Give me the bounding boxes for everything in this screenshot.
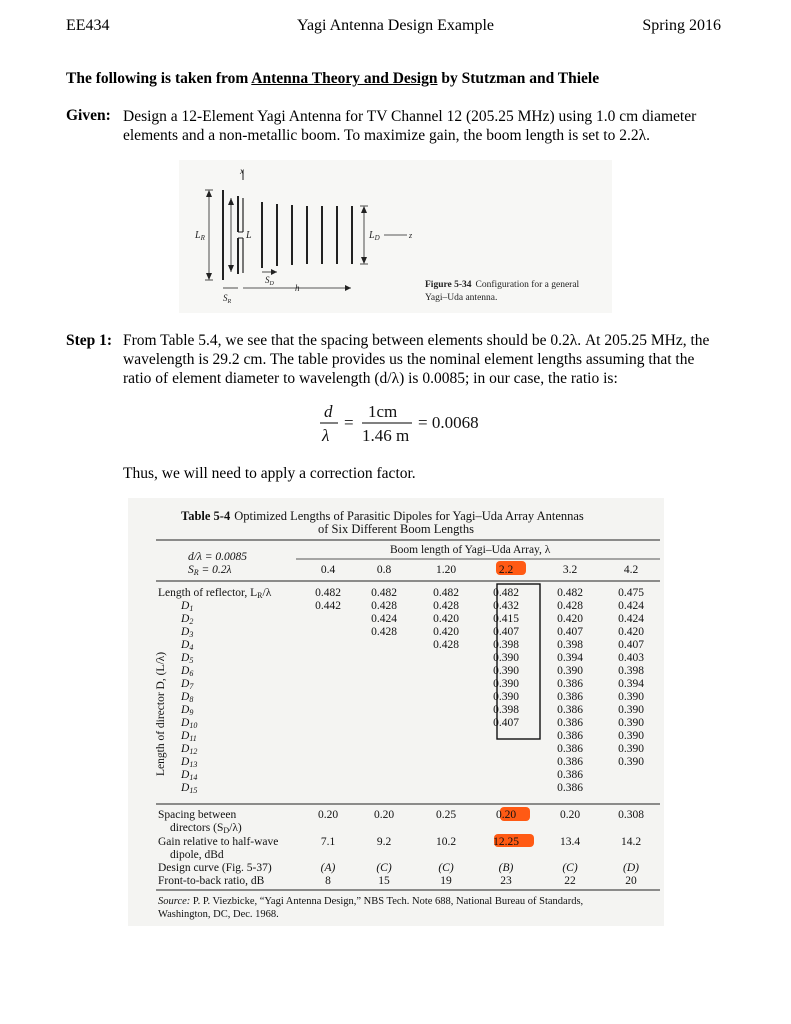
cell-c5-r5: 0.403 <box>618 652 644 664</box>
director-label-9: D9 <box>181 704 194 717</box>
boom-length-5: 4.2 <box>623 564 639 576</box>
table-source-line1: Source: P. P. Viezbicke, “Yagi Antenna Design,” NBS Tech. Note 688, National Bureau of Standards, <box>158 896 584 907</box>
cell-c3-r0: 0.482 <box>493 587 519 599</box>
cell-c5-r0: 0.475 <box>618 587 644 599</box>
cell-c4-r4: 0.398 <box>557 639 583 651</box>
intro-book-title: Antenna Theory and Design <box>251 70 438 87</box>
design-curve-1: (C) <box>376 862 392 874</box>
spacing-2: 0.25 <box>435 809 457 821</box>
cell-c5-r4: 0.407 <box>618 639 644 651</box>
given-label: Given: <box>66 107 111 124</box>
eq-equals: = <box>344 413 354 432</box>
cell-c5-r13: 0.390 <box>618 756 644 768</box>
cell-c3-r10: 0.407 <box>493 717 519 729</box>
boom-length-row <box>321 564 639 576</box>
cell-c4-r2: 0.420 <box>557 613 583 625</box>
header-title: Yagi Antenna Design Example <box>296 17 494 34</box>
summary-rows <box>318 809 644 887</box>
cell-c1-r3: 0.428 <box>371 626 397 638</box>
table-5-4 <box>128 498 664 926</box>
yagi-configuration-figure <box>179 160 612 313</box>
cell-c3-r1: 0.432 <box>493 600 519 612</box>
cell-c5-r1: 0.424 <box>618 600 644 612</box>
cell-c5-r12: 0.390 <box>618 743 644 755</box>
cell-c1-r0: 0.482 <box>371 587 397 599</box>
director-label-12: D12 <box>181 743 198 756</box>
figure-caption-line1: Figure 5-34 Configuration for a general <box>425 280 580 290</box>
step1-line3: ratio of element diameter to wavelength (d/λ) is 0.0085; in our case, the ratio is: <box>123 370 618 387</box>
table-source-line2: Washington, DC, Dec. 1968. <box>158 909 279 920</box>
gain-0: 7.1 <box>320 836 336 848</box>
table-cells <box>315 587 644 794</box>
eq-result: = 0.0068 <box>418 413 479 432</box>
spacing-4: 0.20 <box>559 809 581 821</box>
eq-numerator-1cm: 1cm <box>368 402 398 421</box>
gain-label-line1: Gain relative to half-wave <box>158 836 279 848</box>
cell-c4-r14: 0.386 <box>557 769 583 781</box>
director-label-14: D14 <box>181 769 198 782</box>
director-label-1: D1 <box>181 600 194 613</box>
design-curve-4: (C) <box>562 862 578 874</box>
eq-denominator-146m: 1.46 m <box>362 426 410 445</box>
cell-c3-r8: 0.390 <box>493 691 519 703</box>
eq-denominator-lambda: λ <box>322 426 330 445</box>
spacing-label-line2: directors (SD/λ) <box>170 822 242 835</box>
axis-x-label: x <box>240 166 244 176</box>
cell-c3-r2: 0.415 <box>493 613 519 625</box>
director-label-7: D7 <box>181 678 194 691</box>
cell-c1-r2: 0.424 <box>371 613 397 625</box>
axis-z-label: z <box>409 231 413 240</box>
boom-length-2: 1.20 <box>435 564 457 576</box>
boom-length-4: 3.2 <box>562 564 578 576</box>
cell-c2-r4: 0.428 <box>433 639 459 651</box>
boom-length-3: 2.2 <box>498 564 514 576</box>
cell-c3-r3: 0.407 <box>493 626 519 638</box>
label-l: L <box>246 230 252 241</box>
gain-label-line2: dipole, dBd <box>170 849 224 861</box>
cell-c4-r13: 0.386 <box>557 756 583 768</box>
boom-length-0: 0.4 <box>320 564 336 576</box>
director-label-11: D11 <box>181 730 197 743</box>
cell-c4-r6: 0.390 <box>557 665 583 677</box>
front-to-back-0: 8 <box>325 875 331 887</box>
director-labels <box>180 600 197 795</box>
step1-label: Step 1: <box>66 332 113 349</box>
yagi-diagram <box>179 160 612 313</box>
header-course: EE434 <box>66 17 110 34</box>
cell-c3-r6: 0.390 <box>493 665 519 677</box>
label-lr: $L_R$ <box>195 230 205 242</box>
front-to-back-4: 22 <box>564 875 576 887</box>
cell-c4-r12: 0.386 <box>557 743 583 755</box>
table-title-line1: Table 5-4 Optimized Lengths of Parasitic Dipoles for Yagi–Uda Array Antennas <box>181 509 584 523</box>
front-to-back-1: 15 <box>378 875 390 887</box>
gain-1: 9.2 <box>376 836 392 848</box>
table-boom-header: Boom length of Yagi–Uda Array, λ <box>390 544 551 556</box>
design-curve-0: (A) <box>320 862 336 874</box>
label-sr: $S_R$ <box>223 293 232 305</box>
step1-line2: wavelength is 29.2 cm. The table provides us the nominal element lengths assuming that the <box>123 351 695 368</box>
given-text: Design a 12-Element Yagi Antenna for TV Channel 12 (205.25 MHz) using 1.0 cm diameter elements and a non-metallic boom. To maximize gain, the boom length is set to 2.2λ. <box>123 108 697 144</box>
cell-c3-r9: 0.398 <box>493 704 519 716</box>
design-curve-5: (D) <box>623 862 639 874</box>
intro-suffix: by Stutzman and Thiele <box>437 70 600 87</box>
cell-c5-r7: 0.394 <box>618 678 644 690</box>
cell-c5-r9: 0.390 <box>618 704 644 716</box>
thus-text: Thus, we will need to apply a correction factor. <box>123 465 416 482</box>
ratio-equation <box>318 397 538 447</box>
cell-c5-r3: 0.420 <box>618 626 644 638</box>
cell-c2-r0: 0.482 <box>433 587 459 599</box>
cell-c4-r9: 0.386 <box>557 704 583 716</box>
reflector-row-label: Length of reflector, LR/λ <box>158 587 272 600</box>
director-label-13: D13 <box>181 756 198 769</box>
table-5-4-graphic <box>128 498 664 926</box>
intro-prefix: The following is taken from <box>66 70 252 87</box>
spacing-5: 0.308 <box>618 809 644 821</box>
front-to-back-label: Front-to-back ratio, dB <box>158 875 265 887</box>
design-curve-label: Design curve (Fig. 5-37) <box>158 862 272 874</box>
gain-4: 13.4 <box>559 836 581 848</box>
label-sd: $S_D$ <box>265 275 274 287</box>
intro-line <box>66 70 599 88</box>
spacing-label-line1: Spacing between <box>158 809 237 821</box>
cell-c3-r5: 0.390 <box>493 652 519 664</box>
director-label-6: D6 <box>181 665 194 678</box>
spacing-3: 0.20 <box>495 809 517 821</box>
cell-c4-r1: 0.428 <box>557 600 583 612</box>
director-side-label: Length of director D, (L/λ) <box>155 651 167 776</box>
cell-c5-r2: 0.424 <box>618 613 644 625</box>
cell-c2-r1: 0.428 <box>433 600 459 612</box>
front-to-back-2: 19 <box>440 875 452 887</box>
cell-c4-r5: 0.394 <box>557 652 583 664</box>
cell-c4-r11: 0.386 <box>557 730 583 742</box>
director-label-2: D2 <box>181 613 194 626</box>
design-curve-3: (B) <box>498 862 514 874</box>
gain-5: 14.2 <box>620 836 642 848</box>
cell-c2-r2: 0.420 <box>433 613 459 625</box>
front-to-back-5: 20 <box>625 875 637 887</box>
cell-c4-r7: 0.386 <box>557 678 583 690</box>
cell-c4-r0: 0.482 <box>557 587 583 599</box>
cell-c2-r3: 0.420 <box>433 626 459 638</box>
header-term: Spring 2016 <box>642 17 721 34</box>
cell-c5-r10: 0.390 <box>618 717 644 729</box>
label-h: h <box>295 283 300 293</box>
cell-c3-r4: 0.398 <box>493 639 519 651</box>
front-to-back-3: 23 <box>500 875 512 887</box>
director-label-15: D15 <box>181 782 198 795</box>
figure-caption-line2: Yagi–Uda antenna. <box>425 293 498 303</box>
cell-c4-r10: 0.386 <box>557 717 583 729</box>
design-curve-2: (C) <box>438 862 454 874</box>
spacing-0: 0.20 <box>317 809 339 821</box>
director-label-10: D10 <box>181 717 198 730</box>
cell-c0-r1: 0.442 <box>315 600 341 612</box>
spacing-1: 0.20 <box>373 809 395 821</box>
cell-c4-r3: 0.407 <box>557 626 583 638</box>
step1-line1: From Table 5.4, we see that the spacing between elements should be 0.2λ. At 205.25 MHz, the <box>123 332 710 349</box>
cell-c5-r6: 0.398 <box>618 665 644 677</box>
cell-c4-r8: 0.386 <box>557 691 583 703</box>
director-label-8: D8 <box>181 691 194 704</box>
director-label-4: D4 <box>181 639 194 652</box>
cell-c5-r8: 0.390 <box>618 691 644 703</box>
table-title-line2: of Six Different Boom Lengths <box>318 522 474 536</box>
director-label-5: D5 <box>181 652 194 665</box>
cell-c3-r7: 0.390 <box>493 678 519 690</box>
cell-c0-r0: 0.482 <box>315 587 341 599</box>
eq-numerator-d: d <box>324 402 333 421</box>
table-param-d-lambda: d/λ = 0.0085 <box>188 551 248 563</box>
label-ld: $L_D$ <box>369 230 380 242</box>
cell-c1-r1: 0.428 <box>371 600 397 612</box>
gain-2: 10.2 <box>435 836 457 848</box>
table-param-sr: SR = 0.2λ <box>188 564 232 577</box>
gain-3: 12.25 <box>493 836 519 848</box>
cell-c4-r15: 0.386 <box>557 782 583 794</box>
director-label-3: D3 <box>181 626 194 639</box>
cell-c5-r11: 0.390 <box>618 730 644 742</box>
boom-length-1: 0.8 <box>376 564 392 576</box>
